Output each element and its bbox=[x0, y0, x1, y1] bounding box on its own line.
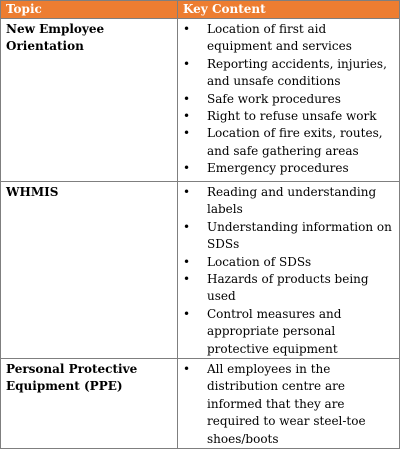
bullet-icon: • bbox=[183, 272, 191, 287]
bullet-icon: • bbox=[183, 161, 191, 176]
list-item bbox=[178, 219, 395, 254]
bullet-icon: • bbox=[183, 109, 191, 124]
table-row bbox=[1, 19, 400, 182]
key-content-cell bbox=[178, 182, 400, 359]
topic-cell: WHMIS bbox=[1, 182, 178, 359]
bullet-icon: • bbox=[183, 219, 191, 234]
list-item-text: All employees in the distribution centre are informed that they are required to wear steel-toe shoes/boots bbox=[207, 362, 366, 446]
list-item-text: Control measures and appropriate personal protective equipment bbox=[207, 306, 342, 356]
key-content-column-header: Key Content bbox=[178, 1, 400, 19]
key-content-cell bbox=[178, 19, 400, 182]
list-item-text: Understanding information on SDSs bbox=[207, 219, 392, 252]
list-item-text: Location of SDSs bbox=[207, 254, 312, 269]
bullet-icon: • bbox=[183, 306, 191, 321]
list-item bbox=[178, 361, 395, 448]
list-item bbox=[178, 306, 395, 358]
list-item-text: Right to refuse unsafe work bbox=[207, 109, 377, 124]
list-item bbox=[178, 125, 395, 160]
key-content-list bbox=[178, 21, 395, 178]
bullet-icon: • bbox=[183, 362, 191, 377]
list-item-text: Location of fire exits, routes, and safe gathering areas bbox=[207, 126, 383, 158]
bullet-icon: • bbox=[183, 185, 191, 199]
bullet-icon: • bbox=[183, 91, 191, 106]
key-content-list bbox=[178, 361, 395, 448]
list-item bbox=[178, 108, 395, 125]
list-item bbox=[178, 271, 395, 306]
key-content-list bbox=[178, 184, 395, 358]
bullet-icon: • bbox=[183, 22, 191, 36]
list-item bbox=[178, 184, 395, 219]
key-content-cell bbox=[178, 359, 400, 449]
list-item-text: Reporting accidents, injuries, and unsafe conditions bbox=[207, 56, 387, 89]
list-item bbox=[178, 160, 395, 177]
header-row bbox=[1, 1, 400, 19]
list-item-text: Safe work procedures bbox=[207, 91, 341, 106]
list-item-text: Hazards of products being used bbox=[207, 272, 369, 304]
bullet-icon: • bbox=[183, 126, 191, 141]
list-item bbox=[178, 254, 395, 271]
list-item-text: Emergency procedures bbox=[207, 161, 349, 176]
list-item-text: Location of first aid equipment and services bbox=[207, 22, 352, 54]
topic-cell: New Employee Orientation bbox=[1, 19, 178, 182]
table-row bbox=[1, 359, 400, 449]
list-item bbox=[178, 91, 395, 108]
bullet-icon: • bbox=[183, 56, 191, 71]
list-item-text: Reading and understanding labels bbox=[207, 185, 377, 217]
list-item bbox=[178, 56, 395, 91]
bullet-icon: • bbox=[183, 254, 191, 269]
table-row bbox=[1, 182, 400, 359]
topic-cell: Personal Protective Equipment (PPE) bbox=[1, 359, 178, 449]
topic-column-header: Topic bbox=[1, 1, 178, 19]
list-item bbox=[178, 21, 395, 56]
